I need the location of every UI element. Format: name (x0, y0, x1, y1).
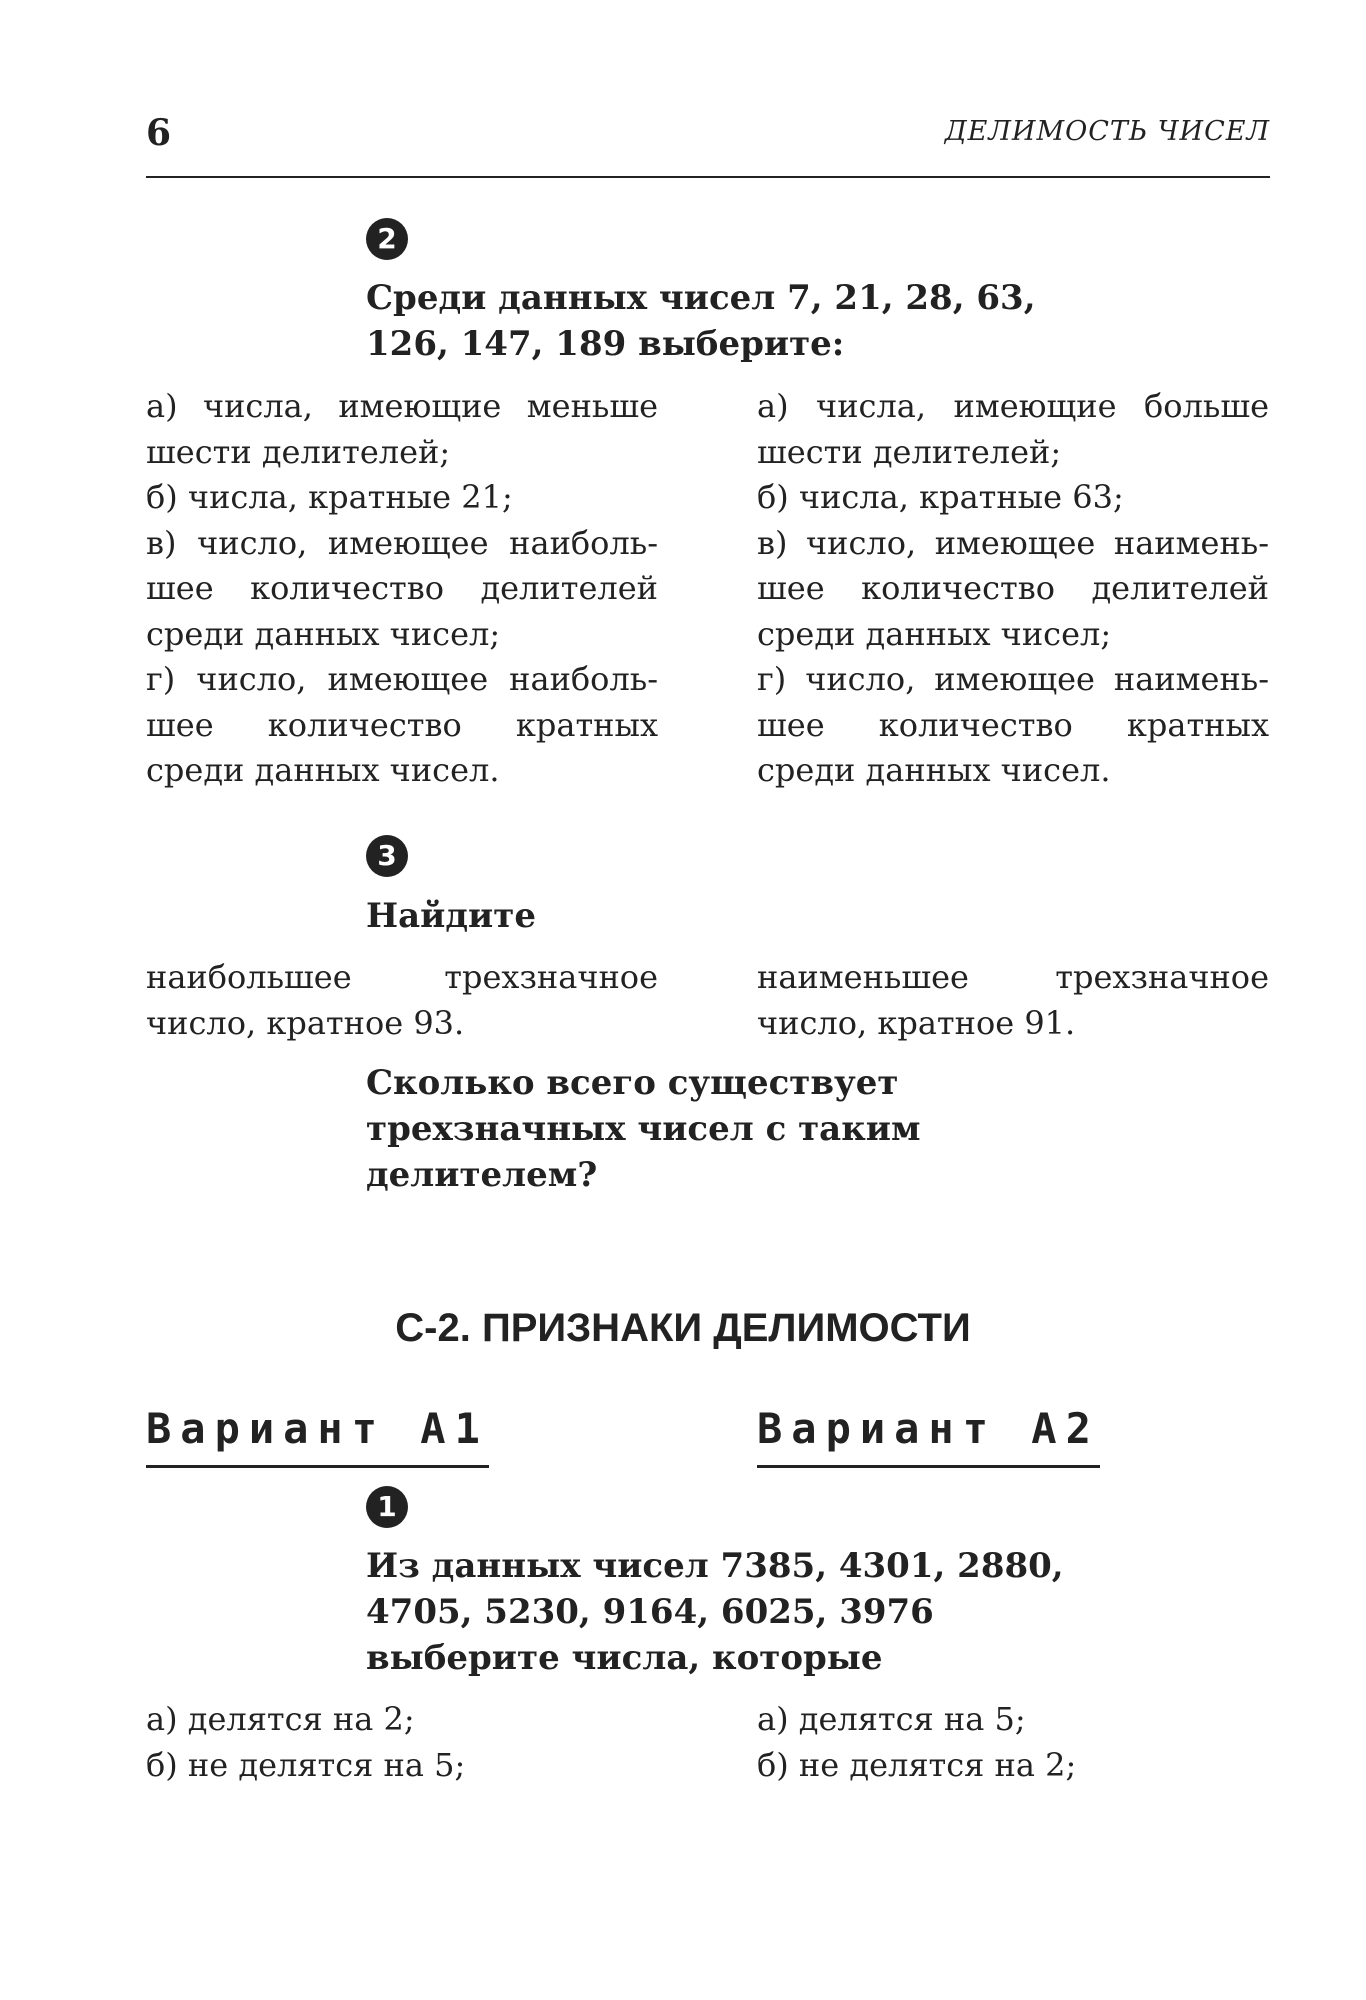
task-3-variant-2-items (757, 955, 1269, 1046)
running-title: ДЕЛИМОСТЬ ЧИСЕЛ (944, 116, 1270, 147)
task-2-variant-1-items (146, 384, 658, 794)
text-line: а) числа, имеющие больше (757, 387, 1269, 425)
text-line: а) делятся на 2; (146, 1700, 415, 1738)
task-2-variant-2-items (757, 384, 1269, 794)
text-line: шести делителей; (146, 432, 451, 471)
text-line: шее количество кратных (757, 705, 1269, 744)
text-line: среди данных чисел. (757, 751, 1111, 789)
header-rule (146, 176, 1270, 178)
task-1-prompt (366, 1543, 1166, 1681)
text-line: шее количество делителей (146, 569, 658, 607)
task-3-variant-1-items (146, 955, 658, 1046)
text-line: б) не делятся на 5; (146, 1745, 466, 1784)
task-3-question-line: делителем? (366, 1155, 598, 1195)
text-line: шее количество кратных (146, 705, 658, 744)
text-line: г) число, имеющее наимень- (757, 660, 1269, 698)
task-3-question-line: трехзначных чисел с таким (366, 1109, 921, 1149)
text-line: б) числа, кратные 63; (757, 478, 1124, 516)
text-line: число, кратное 93. (146, 1003, 465, 1042)
task-1-variant-2-items (757, 1697, 1269, 1788)
task-3-question-line: Сколько всего существует (366, 1063, 899, 1103)
text-line: наименьшее трехзначное (757, 958, 1269, 996)
section-title: С-2. ПРИЗНАКИ ДЕЛИМОСТИ (395, 1306, 971, 1350)
variant-a2-heading: Вариант А2 (757, 1404, 1100, 1468)
text-line: шести делителей; (757, 432, 1062, 471)
text-line: среди данных чисел; (757, 614, 1112, 653)
text-line: в) число, имеющее наимень- (757, 523, 1269, 562)
task-1-prompt-line: выберите числа, которые (366, 1638, 883, 1678)
page-number: 6 (146, 112, 172, 154)
text-line: а) делятся на 5; (757, 1700, 1026, 1738)
task-1-prompt-line: 4705, 5230, 9164, 6025, 3976 (366, 1592, 934, 1632)
text-line: среди данных чисел; (146, 614, 501, 653)
task-3-prompt (366, 893, 1166, 939)
text-line: наибольшее трехзначное (146, 958, 658, 996)
text-line: б) числа, кратные 21; (146, 478, 513, 516)
text-line: число, кратное 91. (757, 1003, 1076, 1042)
task-2-prompt-line: Среди данных чисел 7, 21, 28, 63, (366, 278, 1036, 318)
task-3-prompt-line: Найдите (366, 896, 536, 936)
task-2-number-badge: 2 (366, 218, 408, 260)
task-2-prompt-line: 126, 147, 189 выберите: (366, 324, 845, 364)
task-3-number-badge: 3 (366, 835, 408, 877)
task-1-number-badge: 1 (366, 1486, 408, 1528)
task-2-prompt (366, 275, 1166, 367)
task-3-question (366, 1060, 1166, 1198)
text-line: а) числа, имеющие меньше (146, 387, 658, 425)
variant-a1-heading: Вариант А1 (146, 1404, 489, 1468)
text-line: б) не делятся на 2; (757, 1745, 1077, 1784)
text-line: в) число, имеющее наиболь- (146, 523, 658, 562)
text-line: среди данных чисел. (146, 751, 500, 789)
text-line: шее количество делителей (757, 569, 1269, 607)
task-1-prompt-line: Из данных чисел 7385, 4301, 2880, (366, 1546, 1064, 1586)
task-1-variant-1-items (146, 1697, 658, 1788)
text-line: г) число, имеющее наиболь- (146, 660, 658, 698)
